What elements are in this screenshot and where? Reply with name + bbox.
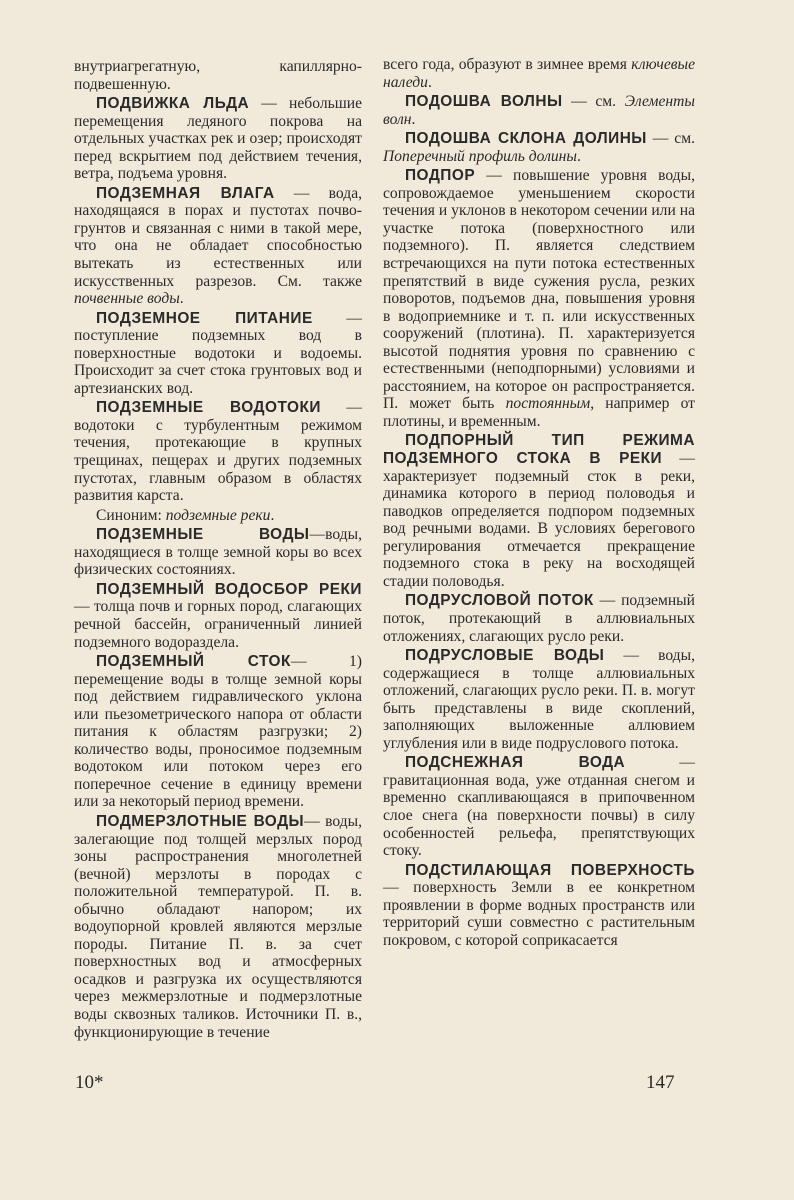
entry-term: ПОДЗЕМНЫЕ ВОДЫ xyxy=(96,526,310,544)
signature-mark: 10* xyxy=(75,1072,104,1093)
entry-definition: — небольшие перемещения ледяного покрова на отдельных участках рек и озер; происходят перед вскрытием под действием течения, ветра, подъема уровня. xyxy=(74,95,362,183)
cross-reference: Элементы волн xyxy=(383,93,695,128)
entry-term: ПОДЗЕМНЫЙ СТОК xyxy=(96,653,291,671)
entry-term: ПОДРУСЛОВЫЕ ВОДЫ xyxy=(405,647,605,665)
dictionary-entry xyxy=(383,592,695,645)
entry-term: ПОДОШВА ВОЛНЫ xyxy=(405,93,563,111)
dictionary-entry xyxy=(74,399,362,504)
entry-definition: — водотоки с турбулентным режимом течения, протекающие в крупных трещинах, пещерах и других подземных пустотах, главным образом в областях развития карста. xyxy=(74,399,362,505)
entry-term: ПОДЗЕМНЫЙ ВОДОСБОР РЕКИ xyxy=(96,580,362,598)
dictionary-entry xyxy=(74,653,362,811)
dictionary-entry: ПОДОШВА СКЛОНА ДОЛИНЫ — см. Поперечный профиль долины. xyxy=(383,130,695,165)
left-column xyxy=(74,58,362,1043)
dictionary-entry: ПОДОШВА ВОЛНЫ — см. Элементы волн. xyxy=(383,93,695,128)
entry-term: ПОДЗЕМНОЕ ПИТАНИЕ xyxy=(96,309,313,327)
cross-reference: Поперечный профиль долины xyxy=(383,147,577,165)
dictionary-entry xyxy=(383,862,695,950)
cross-reference: почвенные воды xyxy=(74,290,180,308)
synonym-line: Синоним: подземные реки. xyxy=(96,506,275,524)
entry-definition: — характеризует подземный сток в реки, динамика которого в период половодья и паводков определяется подпором подземных вод речными водами. В условиях берегового регулирования отмечается прекращение подземного стока в реку на восходящей стадии половодья. xyxy=(383,450,695,590)
page-number: 147 xyxy=(646,1072,675,1093)
entry-definition: — вода, находящаяся в порах и пустотах почво-грунтов и связанная с ними в такой мере, что она не обладает способностью вытекать из естественных или искусственных разрезов. См. также xyxy=(74,184,363,290)
entry-definition: —воды, находящиеся в толще земной коры во всех физических состояниях. xyxy=(74,526,362,579)
entry-term: ПОДЗЕМНЫЕ ВОДОТОКИ xyxy=(96,399,321,417)
entry-term: ПОДПОР xyxy=(405,167,476,185)
entry-definition: — воды, залегающие под толщей мерзлых пород зоны распространения многолетней (вечной) мерзлоты в породах с положительной температурой. П. в. обычно обладают напором; их водоупорной кровлей являются мерзлые породы. Питание П. в. за счет поверхностных вод и атмосферных осадков и разгрузка их осуществляются через межмерзлотные и подмерзлотные воды сквозных таликов. Источники П. в., функционирующие в течение xyxy=(74,812,362,1041)
cross-reference: ключевые наледи xyxy=(383,56,695,91)
dictionary-entry xyxy=(74,526,362,579)
dictionary-entry xyxy=(74,813,362,1041)
entry-definition: — см. xyxy=(646,130,695,148)
entry-term: ПОДМЕРЗЛОТНЫЕ ВОДЫ xyxy=(96,812,305,830)
dictionary-entry xyxy=(383,754,695,859)
entry-definition: — толща почв и горных пород, слагающих речной бассейн, ограниченный линией подземного водораздела. xyxy=(74,598,362,651)
entry-definition: — поверхность Земли в ее конкретном проявлении в форме водных пространств или территорий суши совместно с растительным покровом, с которой соприкасается xyxy=(383,879,695,949)
entry-term: ПОДПОРНЫЙ ТИП РЕЖИМА ПОДЗЕМНОГО СТОКА В РЕКИ xyxy=(383,432,695,468)
entry-definition: — повышение уровня воды, сопровождаемое уменьшением скорости течения и уклонов в некотором сечении или на участке потока (поверхностного или подземного). П. является следствием встречающихся на пути потока естественных препятствий в виде сужения русла, резких поворотов, подъемов дна, повышения уровня в водоприемнике и т. п. или искусственных сооружений (плотина). П. характеризуется высотой поднятия уровня по сравнению с естественными (неподпорными) условиями и расстоянием, на которое он распространяется. П. может быть xyxy=(383,167,695,413)
entry-term: ПОДСНЕЖНАЯ ВОДА xyxy=(405,754,626,772)
dictionary-entry: всего года, образуют в зимнее время ключевые наледи. xyxy=(383,56,695,91)
cross-reference: подземные реки xyxy=(165,506,271,524)
dictionary-entry xyxy=(74,581,362,651)
dictionary-entry: ПОДЗЕМНАЯ ВЛАГА — вода, находящаяся в порах и пустотах почво-грунтов и связанная с ними в такой мере, что она не обладает способностью вытекать из естественных или искусственных разрезов. См. также почвенные воды. xyxy=(74,184,363,308)
entry-definition: — см. xyxy=(562,93,625,111)
dictionary-entry xyxy=(383,432,695,590)
dictionary-entry xyxy=(74,95,362,183)
entry-definition: — поступление подземных вод в поверхностные водотоки и водоемы. Происходит за счет стока грунтовых вод и артезианских вод. xyxy=(74,309,362,397)
entry-term: ПОДРУСЛОВОЙ ПОТОК xyxy=(405,592,594,610)
entry-definition: — гравитационная вода, уже отданная снегом и временно скапливающаяся в припочвенном слое снега (на поверхности почвы) в силу особенностей рельефа, препятствующих стоку. xyxy=(383,754,695,860)
entry-term: ПОДСТИЛАЮЩАЯ ПОВЕРХНОСТЬ xyxy=(405,861,695,879)
entry-definition: — подземный поток, протекающий в аллювиальных отложениях, слагающих русло реки. xyxy=(383,592,696,645)
dictionary-entry: внутриагрегатную, капиллярно-подвешенную. xyxy=(74,58,362,93)
dictionary-entry xyxy=(383,647,695,752)
entry-term: ПОДОШВА СКЛОНА ДОЛИНЫ xyxy=(405,130,647,148)
dictionary-entry xyxy=(74,310,362,398)
entry-definition: — воды, содержащиеся в толще аллювиальных отложений, слагающих русло реки. П. в. могут быть представлены в виде скоплений, заполняющих выложенные аллювием углубления или в виде подруслового потока. xyxy=(383,647,695,752)
dictionary-entry: ПОДПОР — повышение уровня воды, сопровождаемое уменьшением скорости течения и уклонов в некотором сечении или на участке потока (поверхностного или подземного). П. является следствием встречающихся на пути потока естественных препятствий в виде сужения русла, резких поворотов, подъемов дна, повышения уровня в водоприемнике и т. п. или искусственных сооружений (плотина). П. характеризуется высотой поднятия уровня по сравнению с естественными (неподпорными) условиями и расстоянием, на которое он распространяется. П. может быть постоянным, например от плотины, и временным. xyxy=(383,167,695,430)
entry-definition: — 1) перемещение воды в толще земной коры под действием гидравлического уклона или пьезометрического напора от области питания к областям разгрузки; 2) количество воды, проносимое подземным водотоком или потоком через его поперечное сечение в единицу времени или за некоторый период времени. xyxy=(74,653,362,811)
cross-reference: постоянным xyxy=(505,395,591,413)
entry-term: ПОДВИЖКА ЛЬДА xyxy=(96,95,250,113)
entry-term: ПОДЗЕМНАЯ ВЛАГА xyxy=(96,184,275,202)
right-column xyxy=(383,56,695,951)
